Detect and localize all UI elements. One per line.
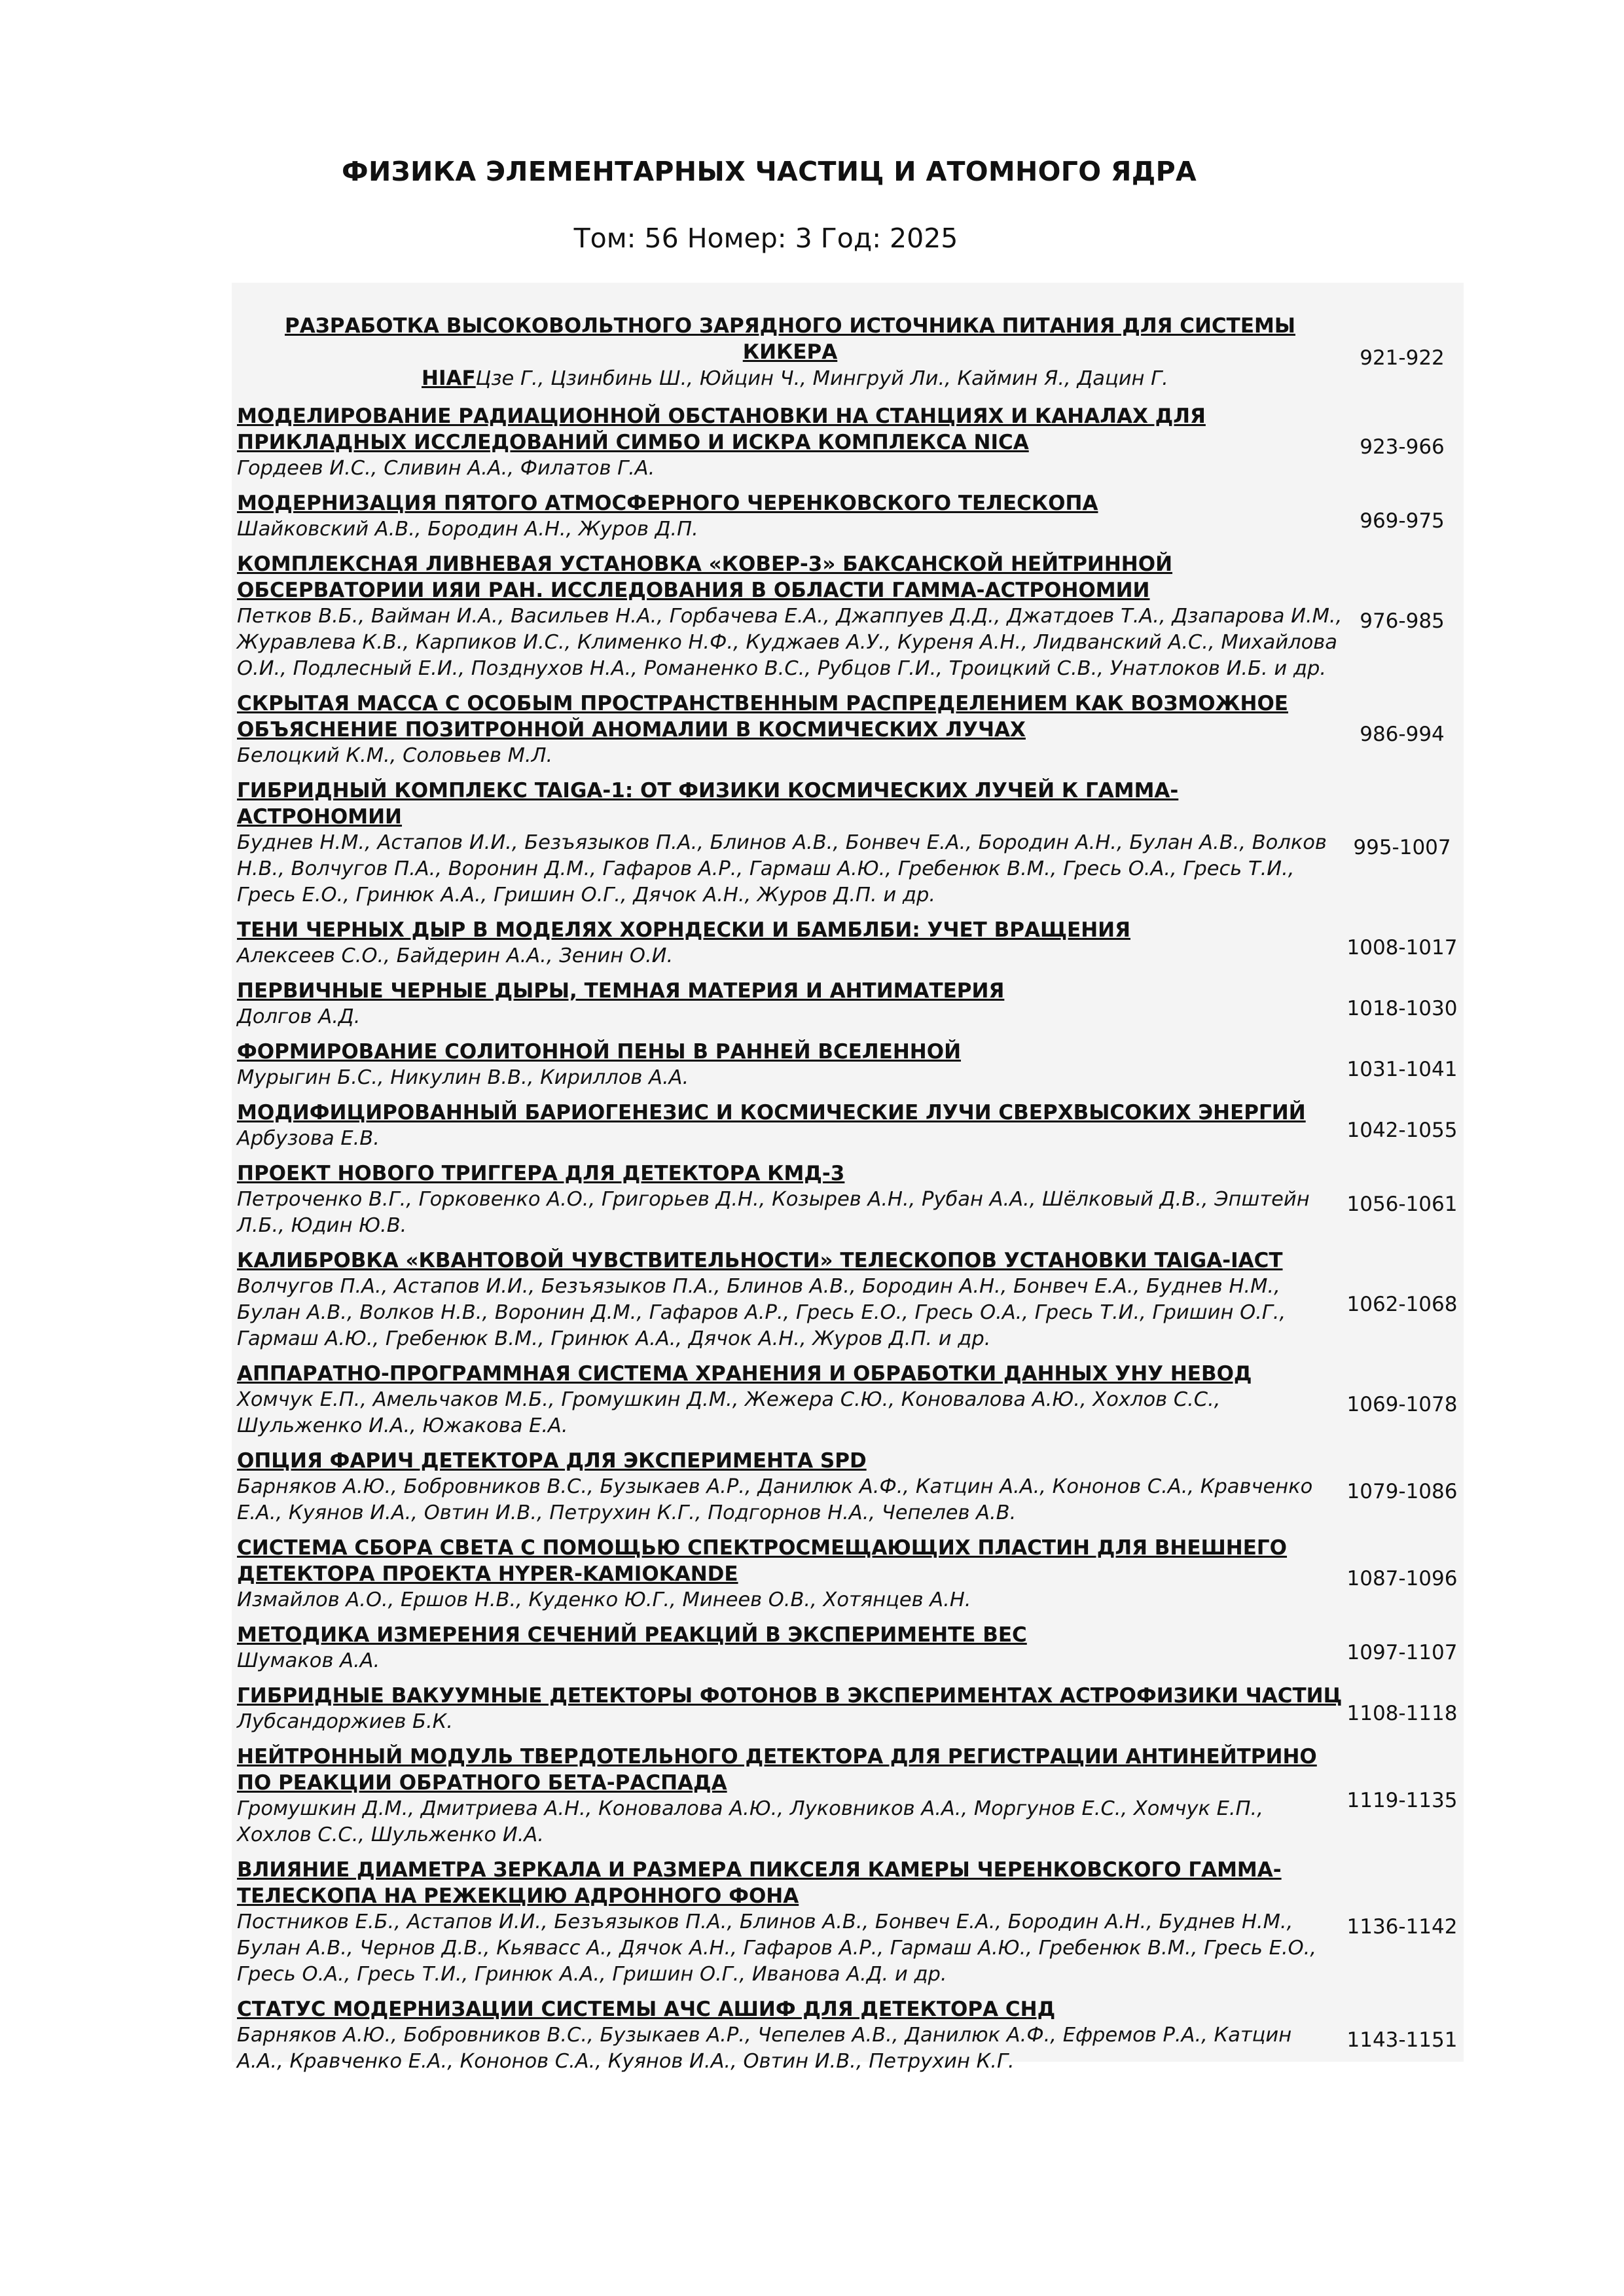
article-title-link[interactable]: СИСТЕМА СБОРА СВЕТА С ПОМОЩЬЮ СПЕКТРОСМЕЩАЮЩИХ ПЛАСТИН ДЛЯ ВНЕШНЕГО ДЕТЕКТОРА ПРОЕКТА HYPER-KAMIOKANDE bbox=[237, 1536, 1288, 1586]
article-title-link[interactable]: ОПЦИЯ ФАРИЧ ДЕТЕКТОРА ДЛЯ ЭКСПЕРИМЕНТА SPD bbox=[237, 1449, 867, 1473]
article-pages: 1062-1068 bbox=[1346, 1292, 1458, 1316]
article-row bbox=[237, 917, 1461, 978]
article-row bbox=[237, 1996, 1461, 2083]
article-pages: 995-1007 bbox=[1353, 835, 1451, 859]
article-pages: 1018-1030 bbox=[1346, 996, 1458, 1020]
article-pages: 1069-1078 bbox=[1346, 1392, 1458, 1416]
article-row bbox=[237, 1683, 1461, 1744]
article-authors: Цзе Г., Цзинбинь Ш., Юйцин Ч., Мингруй Ли., Каймин Я., Дацин Г. bbox=[475, 367, 1168, 390]
article-authors: Лубсандоржиев Б.К. bbox=[237, 1710, 454, 1733]
article-authors: Долгов А.Д. bbox=[237, 1005, 361, 1028]
article-pages: 1079-1086 bbox=[1346, 1479, 1458, 1503]
article-title-link[interactable]: РАЗРАБОТКА ВЫСОКОВОЛЬТНОГО ЗАРЯДНОГО ИСТОЧНИКА ПИТАНИЯ ДЛЯ СИСТЕМЫ КИКЕРА bbox=[285, 314, 1295, 364]
article-pages: 923-966 bbox=[1360, 435, 1445, 459]
article-pages: 1056-1061 bbox=[1346, 1192, 1458, 1216]
article-authors: Буднев Н.М., Астапов И.И., Безъязыков П.А., Блинов А.В., Бонвеч Е.А., Бородин А.Н., Булан А.В., Волков Н.В., Волчугов П.А., Воронин Д.М., Гафаров А.Р., Гармаш А.Ю., Гребенюк В.М., Гресь О.А., Гресь Т.И., Гресь Е.О., Гринюк А.А., Гришин О.Г., Дячок А.Н., Журов Д.П. и др. bbox=[237, 831, 1327, 906]
article-authors: Громушкин Д.М., Дмитриева А.Н., Коновалова А.Ю., Луковников А.А., Моргунов Е.С., Хомчук Е.П., Хохлов С.С., Шульженко И.А. bbox=[237, 1797, 1263, 1846]
article-title-link[interactable]: ПЕРВИЧНЫЕ ЧЕРНЫЕ ДЫРЫ, ТЕМНАЯ МАТЕРИЯ И АНТИМАТЕРИЯ bbox=[237, 979, 1005, 1003]
article-pages: 1097-1107 bbox=[1346, 1640, 1458, 1664]
article-authors: Постников Е.Б., Астапов И.И., Безъязыков П.А., Блинов А.В., Бонвеч Е.А., Бородин А.Н., Буднев Н.М., Булан А.В., Чернов Д.В., Кьявасс А., Дячок А.Н., Гафаров А.Р., Гармаш А.Ю., Гребенюк В.М., Гресь Е.О., Гресь О.А., Гресь Т.И., Гринюк А.А., Гришин О.Г., Иванова А.Д. и др. bbox=[237, 1910, 1317, 1986]
article-authors: Гордеев И.С., Сливин А.А., Филатов Г.А. bbox=[237, 457, 655, 480]
article-authors: Арбузова Е.В. bbox=[237, 1127, 380, 1150]
article-row bbox=[237, 1744, 1461, 1857]
article-row bbox=[237, 1361, 1461, 1448]
journal-title: ФИЗИКА ЭЛЕМЕНТАРНЫХ ЧАСТИЦ И АТОМНОГО ЯДРА bbox=[341, 156, 1197, 187]
article-row bbox=[237, 1100, 1461, 1160]
article-pages: 976-985 bbox=[1360, 609, 1445, 633]
article-title-link[interactable]: ГИБРИДНЫЕ ВАКУУМНЫЕ ДЕТЕКТОРЫ ФОТОНОВ В ЭКСПЕРИМЕНТАХ АСТРОФИЗИКИ ЧАСТИЦ bbox=[237, 1684, 1343, 1708]
article-authors: Хомчук Е.П., Амельчаков М.Б., Громушкин Д.М., Жежера С.Ю., Коновалова А.Ю., Хохлов С.С., Шульженко И.А., Южакова Е.А. bbox=[237, 1388, 1221, 1437]
article-authors: Измайлов А.О., Ершов Н.В., Куденко Ю.Г., Минеев О.В., Хотянцев А.Н. bbox=[237, 1588, 971, 1611]
article-title-link[interactable]: СКРЫТАЯ МАССА С ОСОБЫМ ПРОСТРАНСТВЕННЫМ РАСПРЕДЕЛЕНИЕМ КАК ВОЗМОЖНОЕ ОБЪЯСНЕНИЕ ПОЗИТРОННОЙ АНОМАЛИИ В КОСМИЧЕСКИХ ЛУЧАХ bbox=[237, 692, 1288, 742]
article-pages: 1031-1041 bbox=[1346, 1057, 1458, 1081]
article-authors: Алексеев С.О., Байдерин А.А., Зенин О.И. bbox=[237, 944, 674, 967]
article-title-link[interactable]: МОДЕРНИЗАЦИЯ ПЯТОГО АТМОСФЕРНОГО ЧЕРЕНКОВСКОГО ТЕЛЕСКОПА bbox=[237, 492, 1098, 515]
article-title-link[interactable]: КАЛИБРОВКА «КВАНТОВОЙ ЧУВСТВИТЕЛЬНОСТИ» ТЕЛЕСКОПОВ УСТАНОВКИ TAIGA-IACT bbox=[237, 1249, 1283, 1272]
article-row bbox=[237, 1247, 1461, 1361]
article-authors: Петков В.Б., Вайман И.А., Васильев Н.А., Горбачева Е.А., Джаппуев Д.Д., Джатдоев Т.А., Дзапарова И.М., Журавлева К.В., Карпиков И.С., Клименко Н.Ф., Куджаев А.У., Куреня А.Н., Лидванский А.С., Михайлова О.И., Подлесный Е.И., Позднухов Н.А., Романенко В.С., Рубцов Г.И., Троицкий С.В., Унатлоков И.Б. и др. bbox=[237, 605, 1343, 680]
article-title-link[interactable]: КОМПЛЕКСНАЯ ЛИВНЕВАЯ УСТАНОВКА «КОВЕР-3» БАКСАНСКОЙ НЕЙТРИННОЙ ОБСЕРВАТОРИИ ИЯИ РАН. ИССЛЕДОВАНИЯ В ОБЛАСТИ ГАММА-АСТРОНОМИИ bbox=[237, 552, 1173, 602]
article-pages: 1136-1142 bbox=[1346, 1914, 1458, 1939]
article-pages: 1087-1096 bbox=[1346, 1566, 1458, 1590]
article-title-link[interactable]: АППАРАТНО-ПРОГРАММНАЯ СИСТЕМА ХРАНЕНИЯ И ОБРАБОТКИ ДАННЫХ УНУ НЕВОД bbox=[237, 1362, 1252, 1386]
table-of-contents bbox=[237, 313, 1461, 2083]
article-row bbox=[237, 1448, 1461, 1535]
article-title-link[interactable]: МЕТОДИКА ИЗМЕРЕНИЯ СЕЧЕНИЙ РЕАКЦИЙ В ЭКСПЕРИМЕНТЕ ВЕС bbox=[237, 1623, 1027, 1647]
article-row bbox=[237, 1535, 1461, 1622]
article-title-link[interactable]: СТАТУС МОДЕРНИЗАЦИИ СИСТЕМЫ АЧС АШИФ ДЛЯ ДЕТЕКТОРА СНД bbox=[237, 1998, 1056, 2021]
article-title-link[interactable]: ВЛИЯНИЕ ДИАМЕТРА ЗЕРКАЛА И РАЗМЕРА ПИКСЕЛЯ КАМЕРЫ ЧЕРЕНКОВСКОГО ГАММА-ТЕЛЕСКОПА НА РЕЖЕКЦИЮ АДРОННОГО ФОНА bbox=[237, 1858, 1282, 1908]
article-authors: Барняков А.Ю., Бобровников В.С., Бузыкаев А.Р., Данилюк А.Ф., Катцин А.А., Кононов С.А., Кравченко Е.А., Куянов И.А., Овтин И.В., Петрухин К.Г., Подгорнов Н.А., Чепелев А.В. bbox=[237, 1475, 1313, 1524]
article-row bbox=[237, 403, 1461, 490]
article-title-link[interactable]: ГИБРИДНЫЙ КОМПЛЕКС TAIGA-1: ОТ ФИЗИКИ КОСМИЧЕСКИХ ЛУЧЕЙ К ГАММА-АСТРОНОМИИ bbox=[237, 779, 1179, 829]
article-row bbox=[237, 490, 1461, 551]
article-pages: 986-994 bbox=[1360, 722, 1445, 746]
article-title-link[interactable]: МОДЕЛИРОВАНИЕ РАДИАЦИОННОЙ ОБСТАНОВКИ НА СТАНЦИЯХ И КАНАЛАХ ДЛЯ ПРИКЛАДНЫХ ИССЛЕДОВАНИЙ СИМБО И ИСКРА КОМПЛЕКСА NICA bbox=[237, 404, 1206, 454]
article-pages: 921-922 bbox=[1360, 346, 1445, 370]
article-title-link[interactable]: ПРОЕКТ НОВОГО ТРИГГЕРА ДЛЯ ДЕТЕКТОРА КМД-3 bbox=[237, 1162, 845, 1185]
article-title-link[interactable]: МОДИФИЦИРОВАННЫЙ БАРИОГЕНЕЗИС И КОСМИЧЕСКИЕ ЛУЧИ СВЕРХВЫСОКИХ ЭНЕРГИЙ bbox=[237, 1101, 1306, 1124]
article-title-link-tail[interactable]: HIAF bbox=[422, 367, 476, 390]
article-row bbox=[237, 778, 1461, 917]
article-authors: Белоцкий К.М., Соловьев М.Л. bbox=[237, 744, 553, 767]
article-row bbox=[237, 978, 1461, 1039]
article-pages: 1008-1017 bbox=[1346, 935, 1458, 960]
article-pages: 1042-1055 bbox=[1346, 1118, 1458, 1142]
article-authors: Мурыгин Б.С., Никулин В.В., Кириллов А.А. bbox=[237, 1066, 689, 1089]
article-row bbox=[237, 691, 1461, 778]
article-row bbox=[237, 1857, 1461, 1996]
article-authors: Шумаков А.А. bbox=[237, 1649, 380, 1672]
article-authors: Барняков А.Ю., Бобровников В.С., Бузыкаев А.Р., Чепелев А.В., Данилюк А.Ф., Ефремов Р.А., Катцин А.А., Кравченко Е.А., Кононов С.А., Куянов И.А., Овтин И.В., Петрухин К.Г. bbox=[237, 2024, 1292, 2073]
article-pages: 1143-1151 bbox=[1346, 2028, 1458, 2052]
article-authors: Волчугов П.А., Астапов И.И., Безъязыков П.А., Блинов А.В., Бородин А.Н., Бонвеч Е.А., Буднев Н.М., Булан А.В., Волков Н.В., Воронин Д.М., Гафаров А.Р., Гресь Е.О., Гресь О.А., Гресь Т.И., Гришин О.Г., Гармаш А.Ю., Гребенюк В.М., Гринюк А.А., Дячок А.Н., Журов Д.П. и др. bbox=[237, 1275, 1286, 1350]
article-row bbox=[237, 1622, 1461, 1683]
article-row bbox=[237, 551, 1461, 691]
article-row bbox=[237, 1160, 1461, 1247]
article-pages: 1108-1118 bbox=[1346, 1701, 1458, 1725]
article-pages: 969-975 bbox=[1360, 509, 1445, 533]
article-title-link[interactable]: НЕЙТРОННЫЙ МОДУЛЬ ТВЕРДОТЕЛЬНОГО ДЕТЕКТОРА ДЛЯ РЕГИСТРАЦИИ АНТИНЕЙТРИНО ПО РЕАКЦИИ ОБРАТНОГО БЕТА-РАСПАДА bbox=[237, 1745, 1317, 1795]
article-row bbox=[237, 1039, 1461, 1100]
article-authors: Петроченко В.Г., Горковенко А.О., Григорьев Д.Н., Козырев А.Н., Рубан А.А., Шёлковый Д.В., Эпштейн Л.Б., Юдин Ю.В. bbox=[237, 1188, 1310, 1237]
issue-info: Том: 56 Номер: 3 Год: 2025 bbox=[573, 223, 958, 254]
article-title-link[interactable]: ТЕНИ ЧЕРНЫХ ДЫР В МОДЕЛЯХ ХОРНДЕСКИ И БАМБЛБИ: УЧЕТ ВРАЩЕНИЯ bbox=[237, 918, 1130, 942]
article-pages: 1119-1135 bbox=[1346, 1788, 1458, 1812]
article-row bbox=[237, 313, 1461, 403]
article-authors: Шайковский А.В., Бородин А.Н., Журов Д.П. bbox=[237, 518, 698, 541]
article-title-link[interactable]: ФОРМИРОВАНИЕ СОЛИТОННОЙ ПЕНЫ В РАННЕЙ ВСЕЛЕННОЙ bbox=[237, 1040, 962, 1064]
